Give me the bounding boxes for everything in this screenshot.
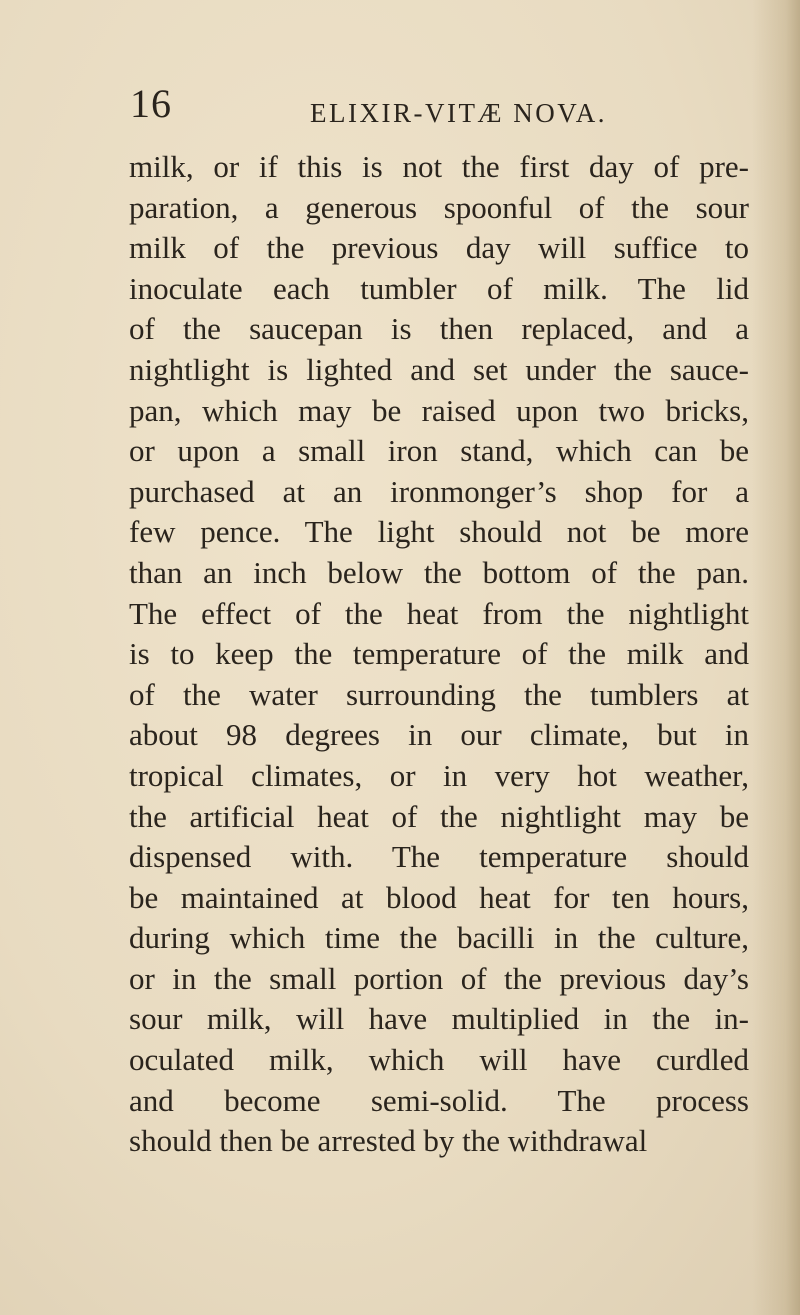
text-line: paration, a generous spoonful of the sour bbox=[129, 189, 749, 225]
text-line: should then be arrested by the withdrawal bbox=[129, 1123, 648, 1159]
text-line: few pence. The light should not be more bbox=[129, 514, 749, 550]
text-line: is to keep the temperature of the milk and bbox=[129, 636, 749, 672]
text-line: milk of the previous day will suffice to bbox=[129, 230, 749, 266]
text-line: sour milk, will have multiplied in the in- bbox=[129, 1001, 749, 1037]
text-line: oculated milk, which will have curdled bbox=[129, 1042, 749, 1078]
page-number: 16 bbox=[130, 81, 172, 126]
text-line: of the saucepan is then replaced, and a bbox=[129, 311, 749, 347]
text-line: dispensed with. The temperature should bbox=[129, 839, 749, 875]
text-line: during which time the bacilli in the culture, bbox=[129, 920, 749, 956]
page-edge-shadow bbox=[752, 0, 800, 1315]
body-text bbox=[129, 147, 749, 1162]
text-line: about 98 degrees in our climate, but in bbox=[129, 717, 749, 753]
running-title: ELIXIR-VITÆ NOVA. bbox=[310, 98, 607, 128]
text-line: of the water surrounding the tumblers at bbox=[129, 676, 749, 712]
text-line: than an inch below the bottom of the pan. bbox=[129, 554, 749, 590]
text-line: and become semi-solid. The process bbox=[129, 1082, 749, 1118]
text-line: be maintained at blood heat for ten hours, bbox=[129, 879, 749, 915]
text-line: pan, which may be raised upon two bricks, bbox=[129, 392, 749, 428]
text-line: the artificial heat of the nightlight may be bbox=[129, 798, 749, 834]
text-line: tropical climates, or in very hot weather, bbox=[129, 757, 749, 793]
text-line: milk, or if this is not the first day of pre- bbox=[129, 149, 749, 184]
text-line: purchased at an ironmonger’s shop for a bbox=[129, 473, 749, 509]
text-line: The effect of the heat from the nightlight bbox=[129, 595, 749, 631]
text-line: nightlight is lighted and set under the sauce- bbox=[129, 351, 749, 387]
text-line: or upon a small iron stand, which can be bbox=[129, 433, 749, 469]
text-line: inoculate each tumbler of milk. The lid bbox=[129, 270, 749, 306]
text-line: or in the small portion of the previous day’s bbox=[129, 960, 749, 996]
